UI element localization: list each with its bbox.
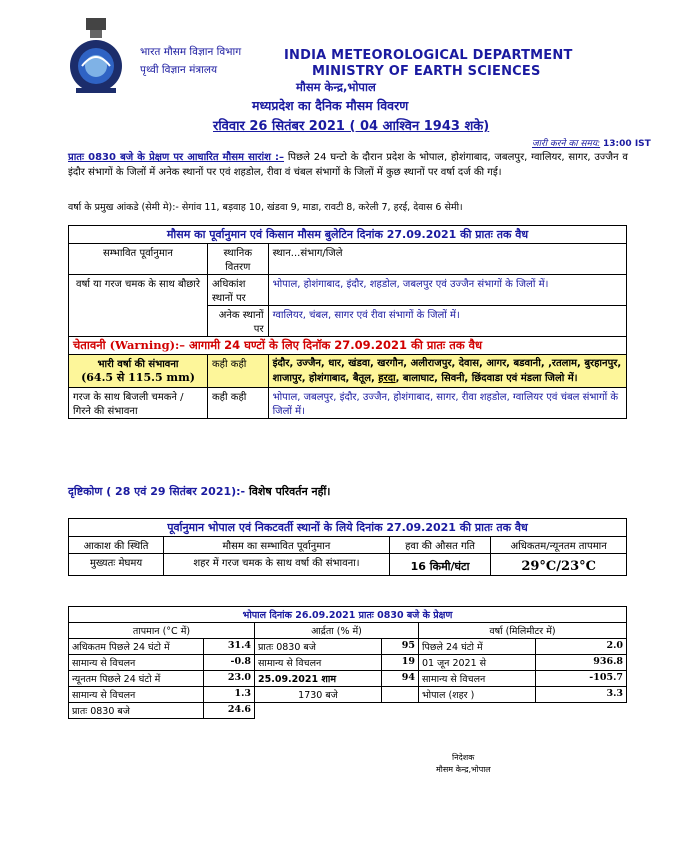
row2-distribution: अनेक स्थानों पर — [208, 306, 269, 337]
rain-forecast-label: वर्षा या गरज चमक के साथ बौछारे — [69, 275, 208, 337]
bhopal-obs-header: भोपाल दिनांक 26.09.2021 प्रातः 0830 बजे के प्रेक्षण — [69, 607, 627, 623]
obs-row: अधिकतम पिछले 24 घंटो में 31.4 प्रातः 0830 बजे 95 पिछले 24 घंटो में 2.0 — [69, 639, 627, 655]
bhopal-forecast-header: पूर्वानुमान भोपाल एवं निकटवर्ती स्थानों के लिये दिनांक 27.09.2021 की प्रातः तक वैध — [69, 519, 627, 537]
signature-office: मौसम केन्द्र,भोपाल — [436, 765, 491, 774]
forecast-table-header: मौसम का पूर्वानुमान एवं किसान मौसम बुलेटिन दिनांक 27.09.2021 की प्रातः तक वैध — [69, 226, 627, 244]
signature-title: निदेशक — [452, 753, 475, 762]
obs-row: न्यूनतम पिछले 24 घंटो में 23.0 25.09.2021 शाम 94 सामान्य से विचलन -105.7 — [69, 671, 627, 687]
sky-value: मुख्यतः मेघमय — [69, 554, 164, 576]
rain-head: वर्षा (मिलिमीटर में) — [419, 623, 627, 639]
heavy-rain-places: इंदौर, उज्जैन, धार, खंडवा, खरगौन, अलीराजपुर, देवास, आगर, बडवानी, ,रतलाम, बुरहानपुर, शाजापुर, होशंगाबाद, बैतूल, हरदा, बालाघाट, सिवनी, छिंदवाडा एवं मंडला जिलो में। — [268, 355, 626, 388]
obs-row: प्रातः 0830 बजे 24.6 — [69, 703, 627, 719]
hindi-ministry-name: पृथ्वी विज्ञान मंत्रालय — [140, 64, 218, 76]
col-distribution: स्थानिक वितरण — [208, 244, 269, 275]
heavy-rain-distribution: कही कही — [208, 355, 269, 388]
summary-text: पिछले 24 घन्टो के दौरान प्रदेश के भोपाल, होशंगाबाद, जबलपुर, ग्वालियर, सागर, उज्जैन व इंदौर संभागों के जिलों में अनेक स्थानों पर एवं शहडोल, रीवा वं चंबल संभागों के जिलों में कुछ स्थानों पर वर्षा दर्ज की गई। — [68, 152, 628, 178]
warning-line: चेतावनी (Warning):– आगामी 24 घण्टों के लिए दिनॉक 27.09.2021 की प्रातः तक वैध — [69, 337, 627, 355]
weather-value: शहर में गरज चमक के साथ वर्षा की संभावना। — [164, 554, 390, 576]
col-sky: आकाश की स्थिति — [69, 537, 164, 554]
issue-time: जारी करने का समय: 13:00 IST — [532, 139, 651, 149]
row1-distribution: अधिकांश स्थानों पर — [208, 275, 269, 306]
bhopal-forecast-table — [68, 518, 627, 576]
heavy-rain-label: भारी वर्षा की संभावना (64.5 से 115.5 mm) — [69, 355, 208, 388]
humidity-head: आर्द्रता (% में) — [255, 623, 419, 639]
obs-row: सामान्य से विचलन -0.8 सामान्य से विचलन 19 01 जून 2021 से 936.8 — [69, 655, 627, 671]
english-department-name: INDIA METEOROLOGICAL DEPARTMENT — [284, 48, 573, 63]
thunder-label: गरज के साथ बिजली चमकने / गिरने की संभावना — [69, 388, 208, 419]
date-line: रविवार 26 सितंबर 2021 ( 04 आश्विन 1943 शके) — [213, 119, 490, 134]
thunder-distribution: कही कही — [208, 388, 269, 419]
weather-summary — [68, 151, 628, 180]
imd-emblem-logo — [66, 18, 126, 94]
obs-row: सामान्य से विचलन 1.3 1730 बजे भोपाल (शहर ) 3.3 — [69, 687, 627, 703]
row1-places: भोपाल, होशंगाबाद, इंदौर, शहडोल, जबलपुर एवं उज्जैन संभागों के जिलों में। — [268, 275, 626, 306]
col-places: स्थान...संभाग/जिले — [268, 244, 626, 275]
wind-value: 16 किमी/घंटा — [389, 554, 491, 576]
rain-figures: वर्षा के प्रमुख आंकडे (सेमी मे):- सेगांव 11, बड़वाह 10, खंडवा 9, माडा, रावटी 8, करेली 7, हरई, देवास 6 सेमी। — [68, 202, 463, 213]
outlook: दृष्टिकोण ( 28 एवं 29 सितंबर 2021):- विशेष परिवर्तन नहीं। — [68, 485, 331, 498]
bhopal-observation-table — [68, 606, 627, 719]
forecast-table — [68, 225, 627, 419]
summary-lead: प्रातः 0830 बजे के प्रेक्षण पर आधारित मौसम सारांश :– — [68, 152, 285, 163]
col-weather: मौसम का सम्भावित पूर्वानुमान — [164, 537, 390, 554]
kendra-name: मौसम केन्द्र,भोपाल — [296, 80, 376, 94]
col-wind: हवा की औसत गति — [389, 537, 491, 554]
page-title: मध्यप्रदेश का दैनिक मौसम विवरण — [252, 98, 409, 113]
hindi-department-name: भारत मौसम विज्ञान विभाग — [140, 46, 242, 58]
row2-places: ग्वालियर, चंबल, सागर एवं रीवा संभागों के जिलों में। — [268, 306, 626, 337]
col-temp: अधिकतम/न्यूनतम तापमान — [491, 537, 627, 554]
thunder-places: भोपाल, जबलपुर, इंदौर, उज्जैन, होशंगाबाद, सागर, रीवा शहडोल, ग्वालियर एवं चंबल संभागों के जिलों में। — [268, 388, 626, 419]
english-ministry-name: MINISTRY OF EARTH SCIENCES — [312, 64, 541, 79]
temp-head: तापमान (°C में) — [69, 623, 255, 639]
col-forecast: सम्भावित पूर्वानुमान — [69, 244, 208, 275]
temp-value: 29°C/23°C — [491, 554, 627, 576]
